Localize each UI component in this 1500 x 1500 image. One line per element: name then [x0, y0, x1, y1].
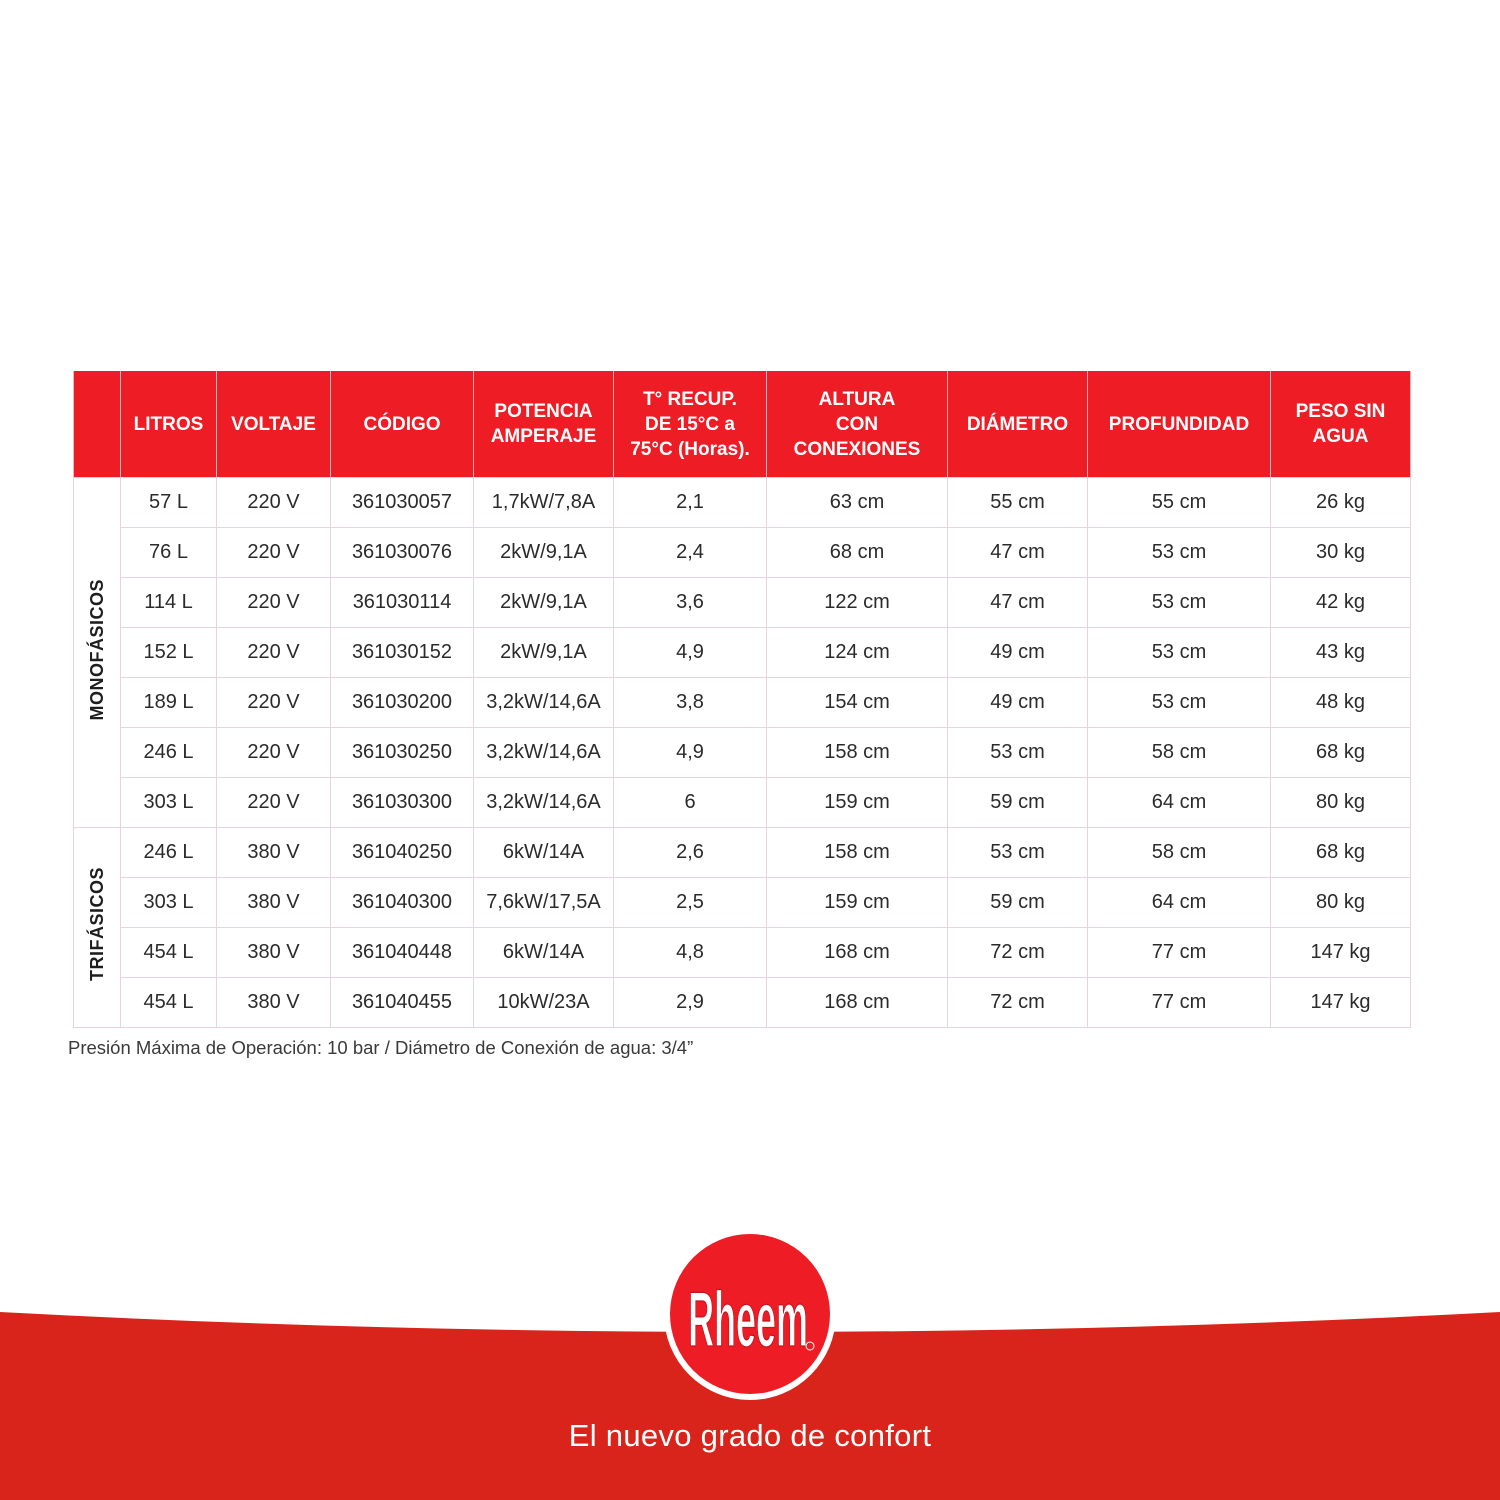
header-cell: ALTURA CON CONEXIONES [767, 371, 948, 478]
table-cell: 77 cm [1088, 928, 1271, 978]
table-cell: 380 V [217, 978, 331, 1028]
table-cell: 158 cm [767, 828, 948, 878]
table-cell: 53 cm [948, 828, 1088, 878]
table-cell: 2kW/9,1A [474, 628, 614, 678]
table-cell: 147 kg [1271, 928, 1411, 978]
table-body [74, 478, 1411, 1028]
table-cell: 64 cm [1088, 878, 1271, 928]
table-cell: 158 cm [767, 728, 948, 778]
table-cell: 4,9 [614, 628, 767, 678]
table-cell: 361030152 [331, 628, 474, 678]
table-cell: 30 kg [1271, 528, 1411, 578]
table-cell: 72 cm [948, 978, 1088, 1028]
table-cell: 147 kg [1271, 978, 1411, 1028]
table-cell: 220 V [217, 728, 331, 778]
table-cell: 380 V [217, 928, 331, 978]
table-cell: 53 cm [1088, 528, 1271, 578]
table-cell: 189 L [121, 678, 217, 728]
logo-wordmark: Rheem [688, 1275, 808, 1363]
group-label-cell [74, 478, 121, 828]
table-cell: 6 [614, 778, 767, 828]
rheem-logo [660, 1224, 840, 1404]
table-cell: 64 cm [1088, 778, 1271, 828]
header-cell: T° RECUP. DE 15°C a 75°C (Horas). [614, 371, 767, 478]
table-cell: 159 cm [767, 878, 948, 928]
table-cell: 220 V [217, 478, 331, 528]
table-row [74, 628, 1411, 678]
table-cell: 220 V [217, 778, 331, 828]
table-row [74, 878, 1411, 928]
table-cell: 114 L [121, 578, 217, 628]
table-cell: 1,7kW/7,8A [474, 478, 614, 528]
table-row [74, 978, 1411, 1028]
table-cell: 220 V [217, 578, 331, 628]
table-cell: 2,5 [614, 878, 767, 928]
table-cell: 76 L [121, 528, 217, 578]
table-row [74, 928, 1411, 978]
table-cell: 361030250 [331, 728, 474, 778]
table-cell: 2,4 [614, 528, 767, 578]
table-cell: 49 cm [948, 678, 1088, 728]
table-cell: 68 kg [1271, 728, 1411, 778]
header-cell: POTENCIA AMPERAJE [474, 371, 614, 478]
table-cell: 48 kg [1271, 678, 1411, 728]
table-cell: 2kW/9,1A [474, 528, 614, 578]
brand-tagline: El nuevo grado de confort [568, 1418, 932, 1453]
table-cell: 124 cm [767, 628, 948, 678]
header-cell: DIÁMETRO [948, 371, 1088, 478]
table-cell: 3,8 [614, 678, 767, 728]
header-cell: CÓDIGO [331, 371, 474, 478]
table-cell: 2,1 [614, 478, 767, 528]
table-cell: 10kW/23A [474, 978, 614, 1028]
table-cell: 159 cm [767, 778, 948, 828]
table-cell: 26 kg [1271, 478, 1411, 528]
table-cell: 220 V [217, 528, 331, 578]
table-row [74, 678, 1411, 728]
table-cell: 361030114 [331, 578, 474, 628]
table-cell: 361030300 [331, 778, 474, 828]
table-cell: 154 cm [767, 678, 948, 728]
table-cell: 6kW/14A [474, 928, 614, 978]
table-row [74, 578, 1411, 628]
header-cell-empty [74, 371, 121, 478]
table-row [74, 478, 1411, 528]
table-cell: 53 cm [1088, 678, 1271, 728]
header-cell: PROFUNDIDAD [1088, 371, 1271, 478]
table-cell: 4,8 [614, 928, 767, 978]
table-cell: 2kW/9,1A [474, 578, 614, 628]
group-label: MONOFÁSICOS [86, 578, 107, 721]
table-row [74, 728, 1411, 778]
footnote: Presión Máxima de Operación: 10 bar / Diámetro de Conexión de agua: 3/4” [68, 1037, 694, 1058]
table-row [74, 528, 1411, 578]
table-cell: 59 cm [948, 878, 1088, 928]
spec-table [73, 371, 1411, 1028]
table-cell: 3,2kW/14,6A [474, 728, 614, 778]
table-cell: 43 kg [1271, 628, 1411, 678]
table-cell: 72 cm [948, 928, 1088, 978]
table-cell: 53 cm [1088, 628, 1271, 678]
table-cell: 55 cm [948, 478, 1088, 528]
table-cell: 58 cm [1088, 828, 1271, 878]
table-cell: 303 L [121, 778, 217, 828]
table-cell: 47 cm [948, 578, 1088, 628]
table-cell: 220 V [217, 628, 331, 678]
table-cell: 42 kg [1271, 578, 1411, 628]
table-cell: 380 V [217, 828, 331, 878]
header-cell: PESO SIN AGUA [1271, 371, 1411, 478]
group-label-cell [74, 828, 121, 1028]
table-cell: 361030057 [331, 478, 474, 528]
table-header-row [74, 371, 1411, 478]
table-cell: 58 cm [1088, 728, 1271, 778]
table-cell: 2,6 [614, 828, 767, 878]
table-cell: 168 cm [767, 978, 948, 1028]
table-cell: 7,6kW/17,5A [474, 878, 614, 928]
table-cell: 68 cm [767, 528, 948, 578]
table-cell: 3,2kW/14,6A [474, 678, 614, 728]
table-cell: 80 kg [1271, 878, 1411, 928]
table-cell: 361040448 [331, 928, 474, 978]
table-cell: 361030200 [331, 678, 474, 728]
table-cell: 361040300 [331, 878, 474, 928]
table-cell: 122 cm [767, 578, 948, 628]
table-cell: 380 V [217, 878, 331, 928]
table-cell: 63 cm [767, 478, 948, 528]
table-cell: 454 L [121, 928, 217, 978]
table-cell: 3,2kW/14,6A [474, 778, 614, 828]
table-cell: 57 L [121, 478, 217, 528]
table-cell: 55 cm [1088, 478, 1271, 528]
table-cell: 68 kg [1271, 828, 1411, 878]
table-cell: 3,6 [614, 578, 767, 628]
table-cell: 2,9 [614, 978, 767, 1028]
table-cell: 59 cm [948, 778, 1088, 828]
table-cell: 246 L [121, 828, 217, 878]
table-cell: 47 cm [948, 528, 1088, 578]
table-cell: 49 cm [948, 628, 1088, 678]
table-cell: 6kW/14A [474, 828, 614, 878]
table-cell: 53 cm [948, 728, 1088, 778]
table-cell: 361040455 [331, 978, 474, 1028]
header-cell: VOLTAJE [217, 371, 331, 478]
table-cell: 454 L [121, 978, 217, 1028]
table-cell: 53 cm [1088, 578, 1271, 628]
group-label: TRIFÁSICOS [86, 867, 107, 982]
table-cell: 152 L [121, 628, 217, 678]
table-cell: 220 V [217, 678, 331, 728]
table-cell: 246 L [121, 728, 217, 778]
table-cell: 168 cm [767, 928, 948, 978]
table-row [74, 828, 1411, 878]
header-cell: LITROS [121, 371, 217, 478]
table-cell: 80 kg [1271, 778, 1411, 828]
table-cell: 361040250 [331, 828, 474, 878]
table-row [74, 778, 1411, 828]
table-cell: 361030076 [331, 528, 474, 578]
table-cell: 4,9 [614, 728, 767, 778]
table-cell: 77 cm [1088, 978, 1271, 1028]
table-cell: 303 L [121, 878, 217, 928]
